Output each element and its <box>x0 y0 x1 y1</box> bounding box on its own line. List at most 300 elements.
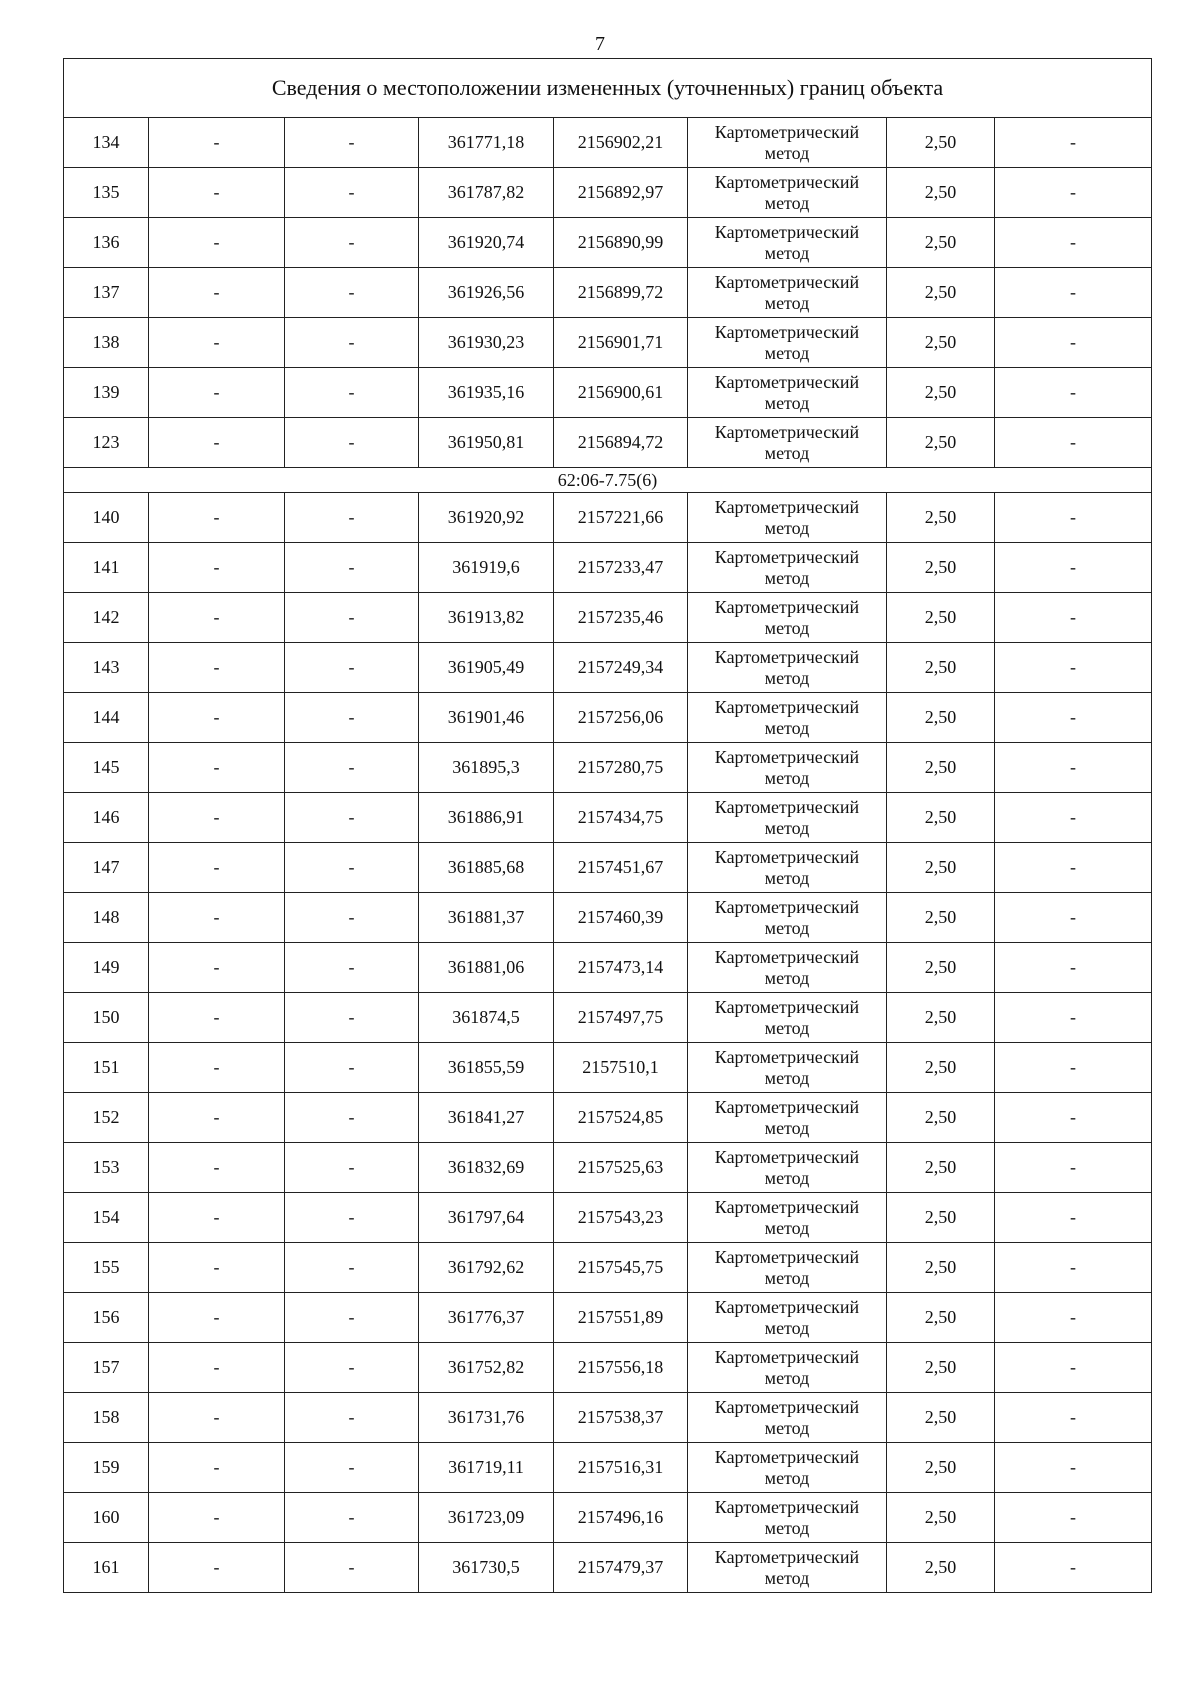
accuracy-cell: 2,50 <box>887 1343 995 1393</box>
method-line-1: Картометрический <box>714 1046 860 1067</box>
point-number-cell: 157 <box>64 1343 149 1393</box>
dash-cell: - <box>995 593 1152 643</box>
table-row <box>64 1293 1152 1343</box>
y-coordinate-cell: 2157551,89 <box>554 1293 688 1343</box>
method-line-2: метод <box>764 1267 810 1288</box>
accuracy-cell: 2,50 <box>887 1293 995 1343</box>
method-line-2: метод <box>764 392 810 413</box>
dash-cell: - <box>149 793 285 843</box>
accuracy-cell: 2,50 <box>887 943 995 993</box>
dash-cell: - <box>995 1493 1152 1543</box>
dash-cell: - <box>995 843 1152 893</box>
x-coordinate-cell: 361752,82 <box>419 1343 554 1393</box>
method-cell <box>688 1043 887 1093</box>
dash-cell: - <box>149 693 285 743</box>
method-line-2: метод <box>764 242 810 263</box>
method-cell <box>688 1093 887 1143</box>
method-cell <box>688 893 887 943</box>
dash-cell: - <box>285 993 419 1043</box>
y-coordinate-cell: 2157249,34 <box>554 643 688 693</box>
method-line-2: метод <box>764 1067 810 1088</box>
table-row <box>64 693 1152 743</box>
method-line-2: метод <box>764 1517 810 1538</box>
method-cell <box>688 1343 887 1393</box>
method-line-2: метод <box>764 667 810 688</box>
table-row <box>64 1043 1152 1093</box>
method-line-2: метод <box>764 1017 810 1038</box>
dash-cell: - <box>995 793 1152 843</box>
point-number-cell: 155 <box>64 1243 149 1293</box>
method-line-1: Картометрический <box>714 946 860 967</box>
x-coordinate-cell: 361926,56 <box>419 268 554 318</box>
table-row <box>64 943 1152 993</box>
method-line-2: метод <box>764 1217 810 1238</box>
dash-cell: - <box>285 1293 419 1343</box>
y-coordinate-cell: 2157434,75 <box>554 793 688 843</box>
point-number-cell: 134 <box>64 118 149 168</box>
method-line-1: Картометрический <box>714 1296 860 1317</box>
accuracy-cell: 2,50 <box>887 1443 995 1493</box>
table-row <box>64 168 1152 218</box>
y-coordinate-cell: 2157233,47 <box>554 543 688 593</box>
point-number-cell: 152 <box>64 1093 149 1143</box>
dash-cell: - <box>995 693 1152 743</box>
y-coordinate-cell: 2156902,21 <box>554 118 688 168</box>
x-coordinate-cell: 361950,81 <box>419 418 554 468</box>
page-number: 7 <box>595 33 605 55</box>
point-number-cell: 145 <box>64 743 149 793</box>
point-number-cell: 137 <box>64 268 149 318</box>
point-number-cell: 149 <box>64 943 149 993</box>
y-coordinate-cell: 2157525,63 <box>554 1143 688 1193</box>
point-number-cell: 151 <box>64 1043 149 1093</box>
dash-cell: - <box>995 1443 1152 1493</box>
x-coordinate-cell: 361719,11 <box>419 1443 554 1493</box>
dash-cell: - <box>285 1193 419 1243</box>
method-line-1: Картометрический <box>714 1196 860 1217</box>
method-cell <box>688 993 887 1043</box>
dash-cell: - <box>995 118 1152 168</box>
x-coordinate-cell: 361913,82 <box>419 593 554 643</box>
dash-cell: - <box>149 543 285 593</box>
point-number-cell: 161 <box>64 1543 149 1593</box>
dash-cell: - <box>149 368 285 418</box>
accuracy-cell: 2,50 <box>887 593 995 643</box>
table-row <box>64 1243 1152 1293</box>
dash-cell: - <box>285 268 419 318</box>
point-number-cell: 141 <box>64 543 149 593</box>
dash-cell: - <box>149 268 285 318</box>
point-number-cell: 146 <box>64 793 149 843</box>
point-number-cell: 139 <box>64 368 149 418</box>
table-row <box>64 843 1152 893</box>
point-number-cell: 154 <box>64 1193 149 1243</box>
boundary-points-table <box>63 58 1152 1593</box>
table-title-row <box>64 59 1152 118</box>
y-coordinate-cell: 2157516,31 <box>554 1443 688 1493</box>
method-line-1: Картометрический <box>714 1246 860 1267</box>
method-line-2: метод <box>764 442 810 463</box>
y-coordinate-cell: 2157556,18 <box>554 1343 688 1393</box>
point-number-cell: 160 <box>64 1493 149 1543</box>
accuracy-cell: 2,50 <box>887 493 995 543</box>
y-coordinate-cell: 2157473,14 <box>554 943 688 993</box>
dash-cell: - <box>149 168 285 218</box>
table-row <box>64 1143 1152 1193</box>
method-cell <box>688 368 887 418</box>
accuracy-cell: 2,50 <box>887 318 995 368</box>
dash-cell: - <box>995 1343 1152 1393</box>
dash-cell: - <box>149 1043 285 1093</box>
accuracy-cell: 2,50 <box>887 893 995 943</box>
point-number-cell: 142 <box>64 593 149 643</box>
method-cell <box>688 843 887 893</box>
method-line-1: Картометрический <box>714 371 860 392</box>
point-number-cell: 140 <box>64 493 149 543</box>
dash-cell: - <box>285 493 419 543</box>
method-cell <box>688 593 887 643</box>
dash-cell: - <box>285 593 419 643</box>
x-coordinate-cell: 361905,49 <box>419 643 554 693</box>
y-coordinate-cell: 2157496,16 <box>554 1493 688 1543</box>
dash-cell: - <box>285 118 419 168</box>
dash-cell: - <box>285 1393 419 1443</box>
accuracy-cell: 2,50 <box>887 418 995 468</box>
method-line-2: метод <box>764 1167 810 1188</box>
dash-cell: - <box>285 1143 419 1193</box>
method-line-2: метод <box>764 192 810 213</box>
accuracy-cell: 2,50 <box>887 993 995 1043</box>
point-number-cell: 150 <box>64 993 149 1043</box>
point-number-cell: 147 <box>64 843 149 893</box>
dash-cell: - <box>149 493 285 543</box>
x-coordinate-cell: 361792,62 <box>419 1243 554 1293</box>
x-coordinate-cell: 361919,6 <box>419 543 554 593</box>
dash-cell: - <box>149 643 285 693</box>
dash-cell: - <box>995 1243 1152 1293</box>
table-row <box>64 218 1152 268</box>
method-cell <box>688 1543 887 1593</box>
y-coordinate-cell: 2157221,66 <box>554 493 688 543</box>
dash-cell: - <box>149 1493 285 1543</box>
method-cell <box>688 118 887 168</box>
table-row <box>64 368 1152 418</box>
method-cell <box>688 743 887 793</box>
method-line-2: метод <box>764 1567 810 1588</box>
method-cell <box>688 1243 887 1293</box>
dash-cell: - <box>285 543 419 593</box>
dash-cell: - <box>995 1043 1152 1093</box>
dash-cell: - <box>995 493 1152 543</box>
accuracy-cell: 2,50 <box>887 1093 995 1143</box>
dash-cell: - <box>285 168 419 218</box>
method-line-2: метод <box>764 717 810 738</box>
x-coordinate-cell: 361731,76 <box>419 1393 554 1443</box>
method-line-1: Картометрический <box>714 796 860 817</box>
table-row <box>64 1093 1152 1143</box>
point-number-cell: 153 <box>64 1143 149 1193</box>
method-line-2: метод <box>764 292 810 313</box>
x-coordinate-cell: 361874,5 <box>419 993 554 1043</box>
table-row <box>64 593 1152 643</box>
dash-cell: - <box>149 943 285 993</box>
y-coordinate-cell: 2157543,23 <box>554 1193 688 1243</box>
x-coordinate-cell: 361797,64 <box>419 1193 554 1243</box>
accuracy-cell: 2,50 <box>887 793 995 843</box>
method-cell <box>688 793 887 843</box>
accuracy-cell: 2,50 <box>887 843 995 893</box>
method-line-1: Картометрический <box>714 546 860 567</box>
dash-cell: - <box>285 943 419 993</box>
method-cell <box>688 1393 887 1443</box>
dash-cell: - <box>149 743 285 793</box>
dash-cell: - <box>995 943 1152 993</box>
dash-cell: - <box>285 418 419 468</box>
point-number-cell: 148 <box>64 893 149 943</box>
method-line-2: метод <box>764 342 810 363</box>
dash-cell: - <box>285 793 419 843</box>
dash-cell: - <box>995 1193 1152 1243</box>
table-row <box>64 1543 1152 1593</box>
method-line-1: Картометрический <box>714 996 860 1017</box>
accuracy-cell: 2,50 <box>887 368 995 418</box>
method-line-2: метод <box>764 1367 810 1388</box>
x-coordinate-cell: 361881,37 <box>419 893 554 943</box>
dash-cell: - <box>995 893 1152 943</box>
x-coordinate-cell: 361723,09 <box>419 1493 554 1543</box>
y-coordinate-cell: 2157538,37 <box>554 1393 688 1443</box>
section-label: 62:06-7.75(6) <box>64 468 1152 493</box>
y-coordinate-cell: 2156892,97 <box>554 168 688 218</box>
method-cell <box>688 418 887 468</box>
accuracy-cell: 2,50 <box>887 1243 995 1293</box>
dash-cell: - <box>149 418 285 468</box>
method-line-1: Картометрический <box>714 1446 860 1467</box>
dash-cell: - <box>149 218 285 268</box>
dash-cell: - <box>149 1293 285 1343</box>
dash-cell: - <box>149 1543 285 1593</box>
method-cell <box>688 693 887 743</box>
table-row <box>64 1193 1152 1243</box>
method-cell <box>688 1293 887 1343</box>
dash-cell: - <box>149 1443 285 1493</box>
dash-cell: - <box>995 368 1152 418</box>
point-number-cell: 136 <box>64 218 149 268</box>
dash-cell: - <box>285 1243 419 1293</box>
dash-cell: - <box>995 1093 1152 1143</box>
accuracy-cell: 2,50 <box>887 1493 995 1543</box>
method-line-2: метод <box>764 1467 810 1488</box>
method-line-1: Картометрический <box>714 746 860 767</box>
point-number-cell: 143 <box>64 643 149 693</box>
dash-cell: - <box>149 993 285 1043</box>
x-coordinate-cell: 361885,68 <box>419 843 554 893</box>
method-line-1: Картометрический <box>714 1146 860 1167</box>
method-line-2: метод <box>764 917 810 938</box>
table-row <box>64 118 1152 168</box>
table-title: Сведения о местоположении измененных (уточненных) границ объекта <box>64 59 1152 118</box>
method-line-1: Картометрический <box>714 1546 860 1567</box>
x-coordinate-cell: 361855,59 <box>419 1043 554 1093</box>
y-coordinate-cell: 2156900,61 <box>554 368 688 418</box>
dash-cell: - <box>285 218 419 268</box>
x-coordinate-cell: 361771,18 <box>419 118 554 168</box>
dash-cell: - <box>149 593 285 643</box>
x-coordinate-cell: 361881,06 <box>419 943 554 993</box>
accuracy-cell: 2,50 <box>887 118 995 168</box>
dash-cell: - <box>995 643 1152 693</box>
x-coordinate-cell: 361776,37 <box>419 1293 554 1343</box>
dash-cell: - <box>285 318 419 368</box>
dash-cell: - <box>285 1093 419 1143</box>
table-row <box>64 1443 1152 1493</box>
point-number-cell: 144 <box>64 693 149 743</box>
method-line-2: метод <box>764 517 810 538</box>
method-line-1: Картометрический <box>714 221 860 242</box>
table-row <box>64 418 1152 468</box>
method-line-2: метод <box>764 1317 810 1338</box>
method-line-1: Картометрический <box>714 321 860 342</box>
accuracy-cell: 2,50 <box>887 1143 995 1193</box>
dash-cell: - <box>149 1093 285 1143</box>
table-row <box>64 268 1152 318</box>
table-row <box>64 493 1152 543</box>
point-number-cell: 135 <box>64 168 149 218</box>
method-line-2: метод <box>764 767 810 788</box>
y-coordinate-cell: 2157451,67 <box>554 843 688 893</box>
table-row <box>64 793 1152 843</box>
accuracy-cell: 2,50 <box>887 1043 995 1093</box>
x-coordinate-cell: 361895,3 <box>419 743 554 793</box>
method-line-1: Картометрический <box>714 496 860 517</box>
dash-cell: - <box>285 893 419 943</box>
y-coordinate-cell: 2157256,06 <box>554 693 688 743</box>
point-number-cell: 158 <box>64 1393 149 1443</box>
accuracy-cell: 2,50 <box>887 1393 995 1443</box>
accuracy-cell: 2,50 <box>887 268 995 318</box>
table-row <box>64 993 1152 1043</box>
dash-cell: - <box>995 1393 1152 1443</box>
dash-cell: - <box>995 168 1152 218</box>
y-coordinate-cell: 2157280,75 <box>554 743 688 793</box>
method-cell <box>688 168 887 218</box>
dash-cell: - <box>285 368 419 418</box>
point-number-cell: 159 <box>64 1443 149 1493</box>
table-row <box>64 1393 1152 1443</box>
dash-cell: - <box>285 693 419 743</box>
table-row <box>64 893 1152 943</box>
y-coordinate-cell: 2157479,37 <box>554 1543 688 1593</box>
method-cell <box>688 268 887 318</box>
table-row <box>64 543 1152 593</box>
table-row <box>64 1343 1152 1393</box>
table-row <box>64 1493 1152 1543</box>
table-row <box>64 743 1152 793</box>
method-line-1: Картометрический <box>714 1496 860 1517</box>
method-line-2: метод <box>764 1417 810 1438</box>
dash-cell: - <box>285 643 419 693</box>
method-line-1: Картометрический <box>714 1346 860 1367</box>
accuracy-cell: 2,50 <box>887 168 995 218</box>
method-cell <box>688 318 887 368</box>
x-coordinate-cell: 361787,82 <box>419 168 554 218</box>
dash-cell: - <box>285 1443 419 1493</box>
method-cell <box>688 1443 887 1493</box>
x-coordinate-cell: 361930,23 <box>419 318 554 368</box>
dash-cell: - <box>149 1393 285 1443</box>
accuracy-cell: 2,50 <box>887 743 995 793</box>
table-row <box>64 643 1152 693</box>
x-coordinate-cell: 361832,69 <box>419 1143 554 1193</box>
dash-cell: - <box>285 1543 419 1593</box>
dash-cell: - <box>995 743 1152 793</box>
x-coordinate-cell: 361886,91 <box>419 793 554 843</box>
method-line-2: метод <box>764 1117 810 1138</box>
y-coordinate-cell: 2157545,75 <box>554 1243 688 1293</box>
dash-cell: - <box>995 543 1152 593</box>
method-cell <box>688 493 887 543</box>
table-row <box>64 318 1152 368</box>
point-number-cell: 123 <box>64 418 149 468</box>
dash-cell: - <box>149 1243 285 1293</box>
dash-cell: - <box>149 843 285 893</box>
dash-cell: - <box>995 993 1152 1043</box>
method-line-1: Картометрический <box>714 121 860 142</box>
y-coordinate-cell: 2157460,39 <box>554 893 688 943</box>
x-coordinate-cell: 361920,92 <box>419 493 554 543</box>
dash-cell: - <box>995 1293 1152 1343</box>
method-line-1: Картометрический <box>714 896 860 917</box>
section-row <box>64 468 1152 493</box>
method-line-1: Картометрический <box>714 596 860 617</box>
x-coordinate-cell: 361841,27 <box>419 1093 554 1143</box>
x-coordinate-cell: 361901,46 <box>419 693 554 743</box>
method-line-2: метод <box>764 142 810 163</box>
x-coordinate-cell: 361935,16 <box>419 368 554 418</box>
accuracy-cell: 2,50 <box>887 693 995 743</box>
x-coordinate-cell: 361730,5 <box>419 1543 554 1593</box>
method-cell <box>688 1193 887 1243</box>
y-coordinate-cell: 2157235,46 <box>554 593 688 643</box>
dash-cell: - <box>149 118 285 168</box>
method-line-1: Картометрический <box>714 171 860 192</box>
method-cell <box>688 643 887 693</box>
accuracy-cell: 2,50 <box>887 1543 995 1593</box>
method-cell <box>688 943 887 993</box>
dash-cell: - <box>995 318 1152 368</box>
y-coordinate-cell: 2156894,72 <box>554 418 688 468</box>
y-coordinate-cell: 2156890,99 <box>554 218 688 268</box>
method-line-1: Картометрический <box>714 1096 860 1117</box>
accuracy-cell: 2,50 <box>887 1193 995 1243</box>
y-coordinate-cell: 2157510,1 <box>554 1043 688 1093</box>
y-coordinate-cell: 2156901,71 <box>554 318 688 368</box>
method-cell <box>688 1143 887 1193</box>
method-line-1: Картометрический <box>714 846 860 867</box>
dash-cell: - <box>995 268 1152 318</box>
dash-cell: - <box>285 843 419 893</box>
method-line-2: метод <box>764 617 810 638</box>
method-line-2: метод <box>764 567 810 588</box>
method-line-1: Картометрический <box>714 271 860 292</box>
dash-cell: - <box>285 743 419 793</box>
point-number-cell: 138 <box>64 318 149 368</box>
dash-cell: - <box>149 1143 285 1193</box>
dash-cell: - <box>149 893 285 943</box>
y-coordinate-cell: 2157524,85 <box>554 1093 688 1143</box>
dash-cell: - <box>995 1143 1152 1193</box>
y-coordinate-cell: 2157497,75 <box>554 993 688 1043</box>
